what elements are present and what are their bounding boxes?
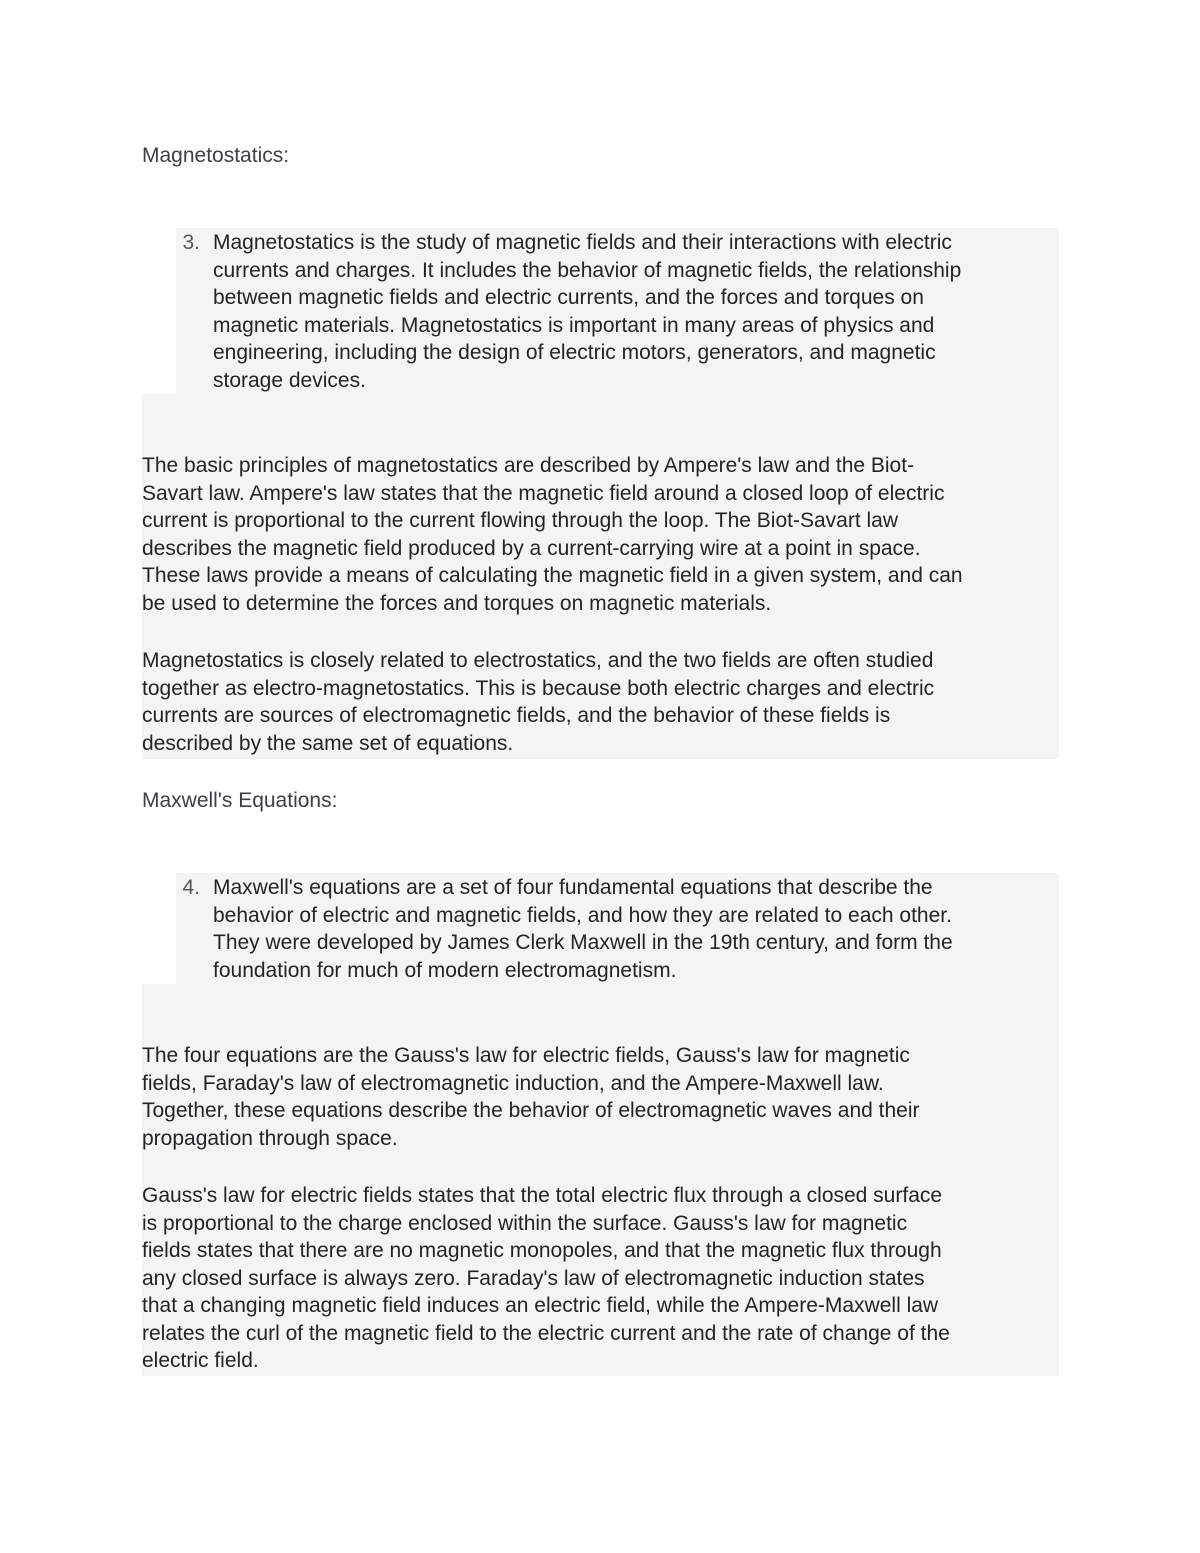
list-item-text: Maxwell's equations are a set of four fundamental equations that describe the behavior of electric and magnetic fields, and how they are related to each other. They were developed by James Clerk Maxwell in the 19th century, and form the foundation for much of modern electromagnetism. bbox=[213, 876, 953, 982]
paragraph-ampere-biot-savart: The basic principles of magnetostatics are described by Ampere's law and the Biot- Savart law. Ampere's law states that the magnetic field around a closed loop of electric current is proportional to the current flowing through the loop. The Biot-Savart law describes the magnetic field produced by a current-carrying wire at a point in space. These laws provide a means of calculating the magnetic field in a given system, and can be used to determine the forces and torques on magnetic materials. bbox=[142, 454, 963, 615]
paragraph-electro-magnetostatics: Magnetostatics is closely related to electrostatics, and the two fields are often studied together as electro-magnetostatics. This is because both electric charges and electric currents are sources of electromagnetic fields, and the behavior of these fields is described by the same set of equations. bbox=[142, 649, 935, 755]
list-item-text: Magnetostatics is the study of magnetic fields and their interactions with electric currents and charges. It includes the behavior of magnetic fields, the relationship between magnetic fields and electric currents, and the forces and torques on magnetic materials. Magnetostatics is important in many areas of physics and engineering, including the design of electric motors, generators, and magnetic storage devices. bbox=[213, 231, 962, 392]
list-item-number: 3. bbox=[182, 231, 200, 254]
list-item-number: 4. bbox=[182, 876, 200, 899]
section-heading-maxwells-equations: Maxwell's Equations: bbox=[142, 789, 338, 812]
paragraph-gauss-faraday-ampere: Gauss's law for electric fields states that the total electric flux through a closed surface is proportional to the charge enclosed within the surface. Gauss's law for magnetic fields states that there are no magnetic monopoles, and that the magnetic flux through any closed surface is always zero. Faraday's law of electromagnetic induction states that a changing magnetic field induces an electric field, while the Ampere-Maxwell law relates the curl of the magnetic field to the electric current and the rate of change of the electric field. bbox=[142, 1184, 950, 1372]
section-heading-magnetostatics: Magnetostatics: bbox=[142, 144, 290, 167]
paragraph-four-equations: The four equations are the Gauss's law for electric fields, Gauss's law for magnetic fields, Faraday's law of electromagnetic induction, and the Ampere-Maxwell law. Together, these equations describe the behavior of electromagnetic waves and their propagation through space. bbox=[142, 1044, 920, 1150]
